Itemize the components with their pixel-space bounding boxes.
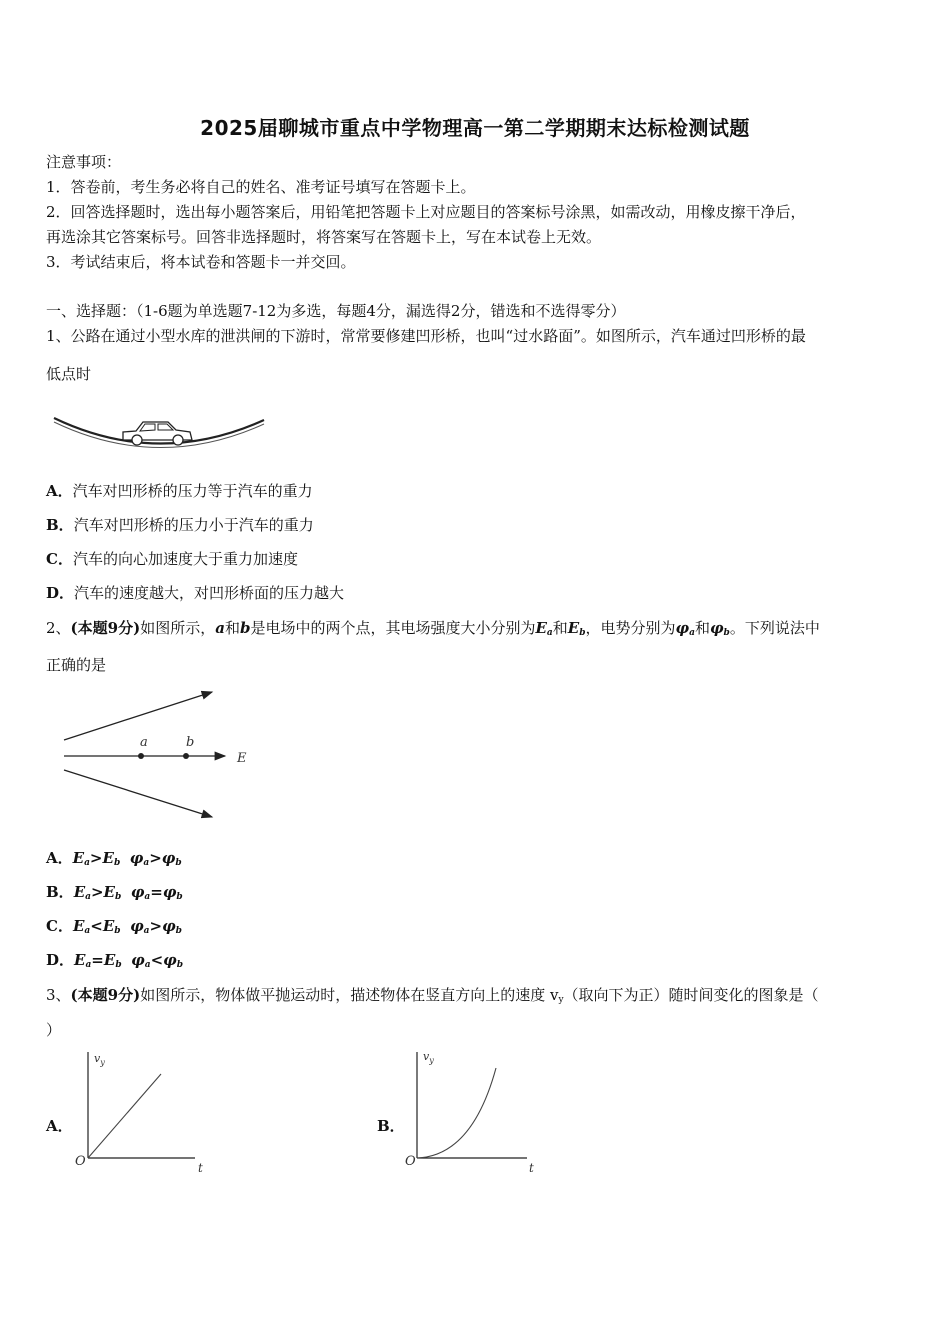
field-line-lower xyxy=(64,770,212,817)
electric-field-figure xyxy=(60,686,260,821)
option-letter: B． xyxy=(46,516,74,534)
q3-option-b-label: B． xyxy=(377,1117,405,1135)
label-E: E xyxy=(237,751,247,766)
t-label: t xyxy=(529,1161,534,1175)
vy-curve xyxy=(417,1068,496,1158)
vy-label: $v_y$ xyxy=(94,1052,105,1067)
q3-stem-b: ） xyxy=(46,1021,62,1039)
concave-bridge-figure xyxy=(50,410,270,450)
q1-option-d xyxy=(46,583,344,603)
graph-b-curve xyxy=(402,1046,552,1176)
origin-label: O xyxy=(405,1154,416,1169)
q2-option-a: A．$E_a>E_b$ $\varphi_a>\varphi_b$ xyxy=(46,849,182,868)
q1-stem-b: 低点时 xyxy=(46,365,92,383)
notice-item-2b: 再选涂其它答案标号。回答非选择题时，将答案写在答题卡上，写在本试卷上无效。 xyxy=(46,228,602,246)
notice-item-3: 3．考试结束后，将本试卷和答题卡一并交回。 xyxy=(46,253,356,271)
graph-a-linear xyxy=(70,1046,220,1176)
vy-label: $v_y$ xyxy=(423,1050,434,1065)
q2-stem-b: 正确的是 xyxy=(46,656,107,674)
q1-option-b xyxy=(46,515,314,535)
notice-item-2a: 2．回答选择题时，选出每小题答案后，用铅笔把答题卡上对应题目的答案标号涂黑，如需改动，用橡皮擦干净后， xyxy=(46,203,806,221)
option-letter: D． xyxy=(46,584,75,602)
q2-option-b: B．$E_a>E_b$ $\varphi_a=\varphi_b$ xyxy=(46,883,183,902)
page-title: 2025届聊城市重点中学物理高一第二学期期末达标检测试题 xyxy=(200,116,750,140)
notice-heading: 注意事项： xyxy=(46,153,122,171)
car-icon xyxy=(123,422,192,445)
option-text: 汽车的速度越大，对凹形桥面的压力越大 xyxy=(74,584,345,602)
option-text: 汽车的向心加速度大于重力加速度 xyxy=(72,550,298,568)
t-label: t xyxy=(198,1161,203,1175)
option-letter: C． xyxy=(46,550,73,568)
field-line-upper xyxy=(64,692,212,740)
q2-option-d: D．$E_a=E_b$ $\varphi_a<\varphi_b$ xyxy=(46,951,184,970)
label-b: b xyxy=(186,735,195,750)
section-heading: 一、选择题：（1-6题为单选题7-12为多选，每题4分，漏选得2分，错选和不选得零分） xyxy=(46,302,626,320)
vy-line xyxy=(88,1074,161,1158)
option-text: 汽车对凹形桥的压力等于汽车的重力 xyxy=(72,482,313,500)
q1-option-a xyxy=(46,481,313,501)
q2-option-c: C．$E_a<E_b$ $\varphi_a>\varphi_b$ xyxy=(46,917,182,936)
q1-option-c xyxy=(46,549,298,569)
q3-stem-a: 3、(本题9分)如图所示，物体做平抛运动时，描述物体在竖直方向上的速度 $v_y$（取向下为正）随时间变化的图象是（ xyxy=(46,986,819,1005)
point-b xyxy=(183,753,189,759)
q3-option-a-label: A． xyxy=(46,1117,73,1135)
label-a: a xyxy=(140,735,148,750)
q2-stem-a: 2、(本题9分)如图所示，a和b是电场中的两个点，其电场强度大小分别为$E_a$和$E_b$，电势分别为$\varphi_a$和$\varphi_b$。下列说法中 xyxy=(46,619,820,638)
option-letter: A． xyxy=(46,482,73,500)
origin-label: O xyxy=(75,1154,86,1169)
option-text: 汽车对凹形桥的压力小于汽车的重力 xyxy=(73,516,314,534)
notice-item-1: 1．答卷前，考生务必将自己的姓名、准考证号填写在答题卡上。 xyxy=(46,178,476,196)
point-a xyxy=(138,753,144,759)
q1-stem-a: 1、公路在通过小型水库的泄洪闸的下游时，常常要修建凹形桥，也叫“过水路面”。如图所示，汽车通过凹形桥的最 xyxy=(46,327,806,345)
